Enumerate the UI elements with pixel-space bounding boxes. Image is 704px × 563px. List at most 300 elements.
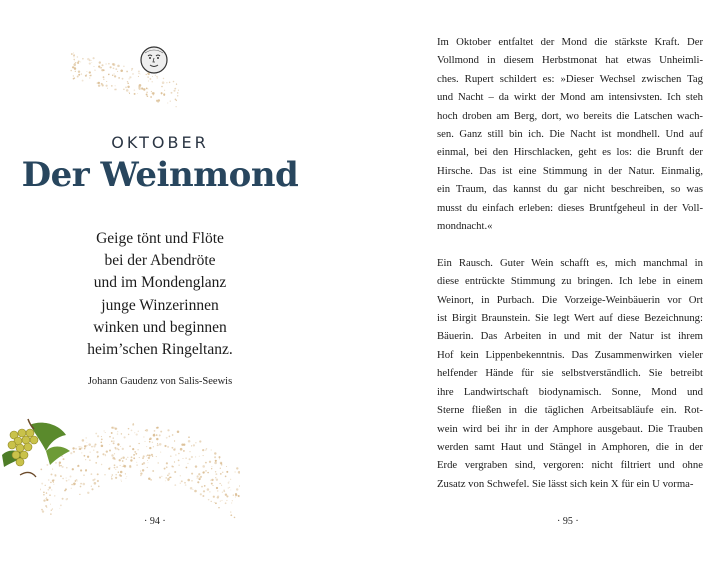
dust-speck	[115, 68, 117, 70]
dust-speck	[122, 456, 124, 458]
dust-speck	[204, 485, 206, 487]
text-line: ihre Landwirtschaft biodynamisch. Sonne, Mond und	[437, 385, 703, 398]
dust-speck	[132, 424, 134, 426]
dust-speck	[50, 513, 51, 514]
dust-speck	[225, 476, 227, 478]
dust-speck	[136, 434, 138, 436]
dust-speck	[72, 447, 74, 449]
dust-speck	[149, 78, 151, 80]
dust-speck	[97, 473, 99, 475]
dust-speck	[164, 90, 165, 91]
dust-speck	[163, 78, 164, 79]
dust-speck	[80, 61, 81, 62]
dust-speck	[142, 469, 144, 471]
dust-speck	[120, 465, 121, 466]
dust-speck	[73, 75, 74, 76]
moon-face-icon	[139, 45, 169, 75]
dust-speck	[121, 481, 122, 482]
dust-speck	[201, 486, 203, 488]
dust-speck	[148, 89, 149, 90]
dust-speck	[206, 448, 207, 449]
text-line: einmal, bei den Hirschlacken, geht es los: die Brunft der	[437, 146, 703, 159]
dust-speck	[156, 456, 157, 457]
dust-speck	[131, 456, 133, 458]
dust-speck	[94, 482, 97, 485]
dust-speck	[164, 468, 166, 470]
dust-speck	[114, 453, 115, 454]
dust-speck	[87, 58, 89, 60]
dust-speck	[111, 432, 113, 434]
dust-speck	[117, 433, 118, 434]
dust-speck	[82, 439, 85, 442]
dust-speck	[225, 502, 227, 504]
month-heading: OKTOBER	[111, 133, 209, 152]
dust-speck	[214, 456, 216, 458]
dust-speck	[97, 480, 99, 482]
dust-speck	[85, 469, 86, 470]
dust-speck	[46, 506, 47, 507]
dust-speck	[122, 460, 124, 462]
dust-speck	[161, 86, 163, 88]
poem-line: junge Winzerinnen	[101, 296, 219, 314]
dust-speck	[189, 458, 191, 460]
text-line: Hirsche. Das ist eine Stimmung in der Natur. Einmalig,	[437, 164, 703, 177]
dust-speck	[134, 93, 136, 95]
dust-speck	[147, 95, 149, 97]
poem	[40, 228, 280, 361]
dust-speck	[231, 502, 232, 503]
dust-speck	[126, 459, 127, 460]
dust-speck	[220, 462, 222, 464]
dust-speck	[115, 469, 116, 470]
dust-speck	[192, 489, 193, 490]
dust-speck	[109, 449, 111, 451]
dust-speck	[94, 443, 96, 445]
poem-line: heim’schen Ringeltanz.	[87, 341, 233, 359]
dust-speck	[150, 96, 152, 98]
text-line: Im Oktober entfaltet der Mond die stärkste Kraft. Der	[437, 36, 703, 48]
dust-speck	[214, 462, 217, 465]
dust-speck	[78, 60, 80, 62]
dust-speck	[85, 75, 87, 77]
dust-speck	[169, 82, 170, 83]
dust-speck	[112, 474, 114, 476]
dust-speck	[84, 448, 86, 450]
dust-speck	[147, 454, 149, 456]
dust-speck	[80, 486, 82, 488]
dust-speck	[178, 460, 180, 462]
dust-speck	[191, 480, 193, 482]
dust-speck	[71, 488, 72, 489]
dust-speck	[239, 485, 240, 487]
dust-speck	[85, 437, 87, 439]
dust-speck	[54, 495, 55, 496]
dust-speck	[107, 88, 108, 89]
dust-speck	[120, 479, 121, 480]
dust-speck	[175, 454, 176, 455]
dust-speck	[67, 498, 68, 499]
dust-speck	[43, 494, 45, 496]
dust-speck	[146, 91, 148, 93]
dust-speck	[146, 94, 148, 96]
dust-speck	[103, 79, 105, 81]
dust-speck	[111, 476, 112, 477]
dust-speck	[131, 70, 132, 71]
dust-speck	[133, 457, 135, 459]
dust-speck	[98, 66, 100, 68]
dust-speck	[211, 449, 212, 450]
dust-speck	[193, 444, 195, 446]
dust-speck	[86, 74, 87, 75]
dust-speck	[181, 480, 183, 482]
dust-speck	[151, 454, 153, 456]
dust-speck	[59, 508, 60, 509]
dust-speck	[75, 480, 77, 482]
dust-speck	[105, 63, 106, 64]
dust-speck	[234, 517, 236, 519]
dust-speck	[170, 455, 172, 457]
text-line: Bäuerin. Das Arbeiten in und mit der Natur ist ihrem	[437, 330, 703, 343]
text-line: Weinort, in Purbach. Die Vorzeige-Weinbäuerin vor Ort	[437, 293, 703, 306]
dust-speck	[147, 76, 148, 77]
dust-speck	[172, 466, 173, 467]
dust-speck	[234, 471, 235, 472]
dust-speck	[118, 77, 120, 79]
text-line: und Nacht – da wirkt der Mond am intensivsten. Ich steh	[437, 91, 703, 104]
dust-speck	[83, 474, 84, 475]
dust-speck	[228, 487, 229, 488]
poem-line: und im Mondenglanz	[93, 274, 227, 292]
dust-speck	[205, 450, 206, 451]
dust-speck	[113, 442, 115, 444]
dust-speck	[153, 446, 154, 447]
dust-speck	[120, 475, 122, 477]
dust-speck	[146, 429, 149, 432]
dust-speck	[74, 67, 76, 69]
dust-speck	[114, 467, 116, 469]
dust-speck	[111, 454, 113, 456]
dust-speck	[141, 87, 143, 89]
text-line: musst du einfach erleben: dieses Bruntfgeheul in der Voll-	[437, 201, 703, 214]
dust-speck	[157, 76, 158, 77]
dust-speck	[215, 502, 217, 504]
dust-speck	[191, 473, 193, 475]
dust-speck	[145, 441, 146, 442]
dust-speck	[178, 453, 180, 455]
dust-speck	[238, 495, 240, 497]
dust-speck	[209, 461, 211, 463]
dust-speck	[219, 458, 220, 459]
dust-speck	[105, 454, 106, 455]
dust-speck	[215, 471, 216, 472]
dust-speck	[154, 430, 156, 432]
dust-speck	[98, 82, 100, 84]
dust-speck	[168, 473, 170, 475]
dust-speck	[143, 462, 145, 464]
dust-speck	[71, 53, 73, 55]
dust-speck	[161, 94, 162, 95]
dust-speck	[211, 466, 212, 467]
dust-speck	[97, 435, 99, 437]
dust-speck	[156, 100, 158, 102]
dust-speck	[93, 450, 94, 451]
dust-speck	[236, 488, 238, 490]
dust-speck	[166, 466, 168, 468]
text-line: Vollmond in diesem Herbstmonat hat etwas Unheimli-	[437, 54, 703, 67]
dust-speck	[197, 481, 199, 483]
dust-speck	[183, 450, 185, 452]
dust-speck	[78, 70, 80, 72]
dust-speck	[117, 431, 118, 432]
dust-speck	[149, 447, 151, 449]
dust-speck	[197, 475, 199, 477]
right-page	[352, 0, 704, 563]
dust-speck	[228, 482, 230, 484]
dust-speck	[138, 431, 139, 432]
dust-speck	[108, 63, 110, 65]
dust-speck	[91, 486, 92, 487]
dust-speck	[117, 443, 119, 445]
dust-speck	[186, 467, 188, 469]
dust-speck	[177, 92, 179, 94]
dust-speck	[104, 474, 105, 475]
dust-speck	[167, 446, 169, 448]
dust-speck	[60, 505, 62, 507]
dust-speck	[79, 448, 81, 450]
dust-speck	[149, 441, 151, 443]
dust-speck	[176, 83, 177, 84]
dust-speck	[207, 488, 210, 491]
dust-speck	[226, 466, 227, 467]
dust-speck	[115, 474, 117, 476]
dust-speck	[183, 443, 185, 445]
dust-speck	[190, 487, 193, 490]
dust-speck	[78, 465, 79, 466]
dust-speck	[185, 457, 187, 459]
dust-speck	[125, 478, 126, 479]
dust-speck	[173, 81, 175, 83]
dust-speck	[98, 486, 100, 488]
dust-speck	[169, 436, 171, 438]
dust-speck	[80, 446, 81, 447]
dust-speck	[114, 73, 115, 74]
dust-speck	[159, 443, 162, 446]
dust-speck	[101, 64, 103, 66]
dust-speck	[100, 441, 102, 443]
dust-speck	[199, 456, 200, 457]
dust-speck	[171, 447, 173, 449]
dust-speck	[217, 495, 219, 497]
dust-speck	[163, 95, 164, 96]
dust-speck	[208, 499, 210, 501]
dust-speck	[130, 459, 132, 461]
dust-speck	[226, 495, 228, 497]
dust-speck	[189, 451, 190, 452]
dust-speck	[117, 71, 118, 72]
dust-speck	[183, 458, 184, 459]
dust-speck	[101, 464, 102, 465]
paragraph-gap	[437, 235, 703, 253]
dust-speck	[112, 457, 115, 460]
dust-speck	[97, 456, 99, 458]
dust-speck	[123, 66, 125, 68]
dust-speck	[91, 60, 92, 61]
dust-speck	[211, 468, 212, 469]
dust-speck	[89, 71, 91, 73]
dust-speck	[95, 433, 97, 435]
dust-speck	[166, 82, 167, 83]
dust-speck	[112, 74, 114, 76]
poem-line: winken und beginnen	[93, 318, 227, 336]
dust-speck	[106, 85, 108, 87]
dust-speck	[143, 88, 145, 90]
dust-speck	[49, 494, 51, 496]
dust-speck	[198, 473, 200, 475]
dust-speck	[146, 455, 147, 456]
dust-speck	[136, 462, 137, 463]
dust-speck	[230, 514, 232, 516]
dust-speck	[113, 440, 115, 442]
dust-speck	[99, 61, 101, 63]
dust-speck	[210, 480, 211, 481]
dust-speck	[113, 67, 115, 69]
dust-speck	[191, 445, 192, 446]
dust-speck	[188, 463, 189, 464]
dust-speck	[214, 502, 215, 503]
dust-speck	[165, 477, 167, 479]
dust-speck	[198, 477, 201, 480]
dust-speck	[129, 78, 130, 79]
dust-speck	[133, 454, 135, 456]
dust-speck	[73, 52, 74, 53]
dust-speck	[205, 470, 207, 472]
dust-speck	[120, 446, 121, 447]
dust-speck	[115, 85, 116, 86]
dust-speck	[94, 66, 95, 67]
dust-speck	[78, 446, 80, 448]
dust-speck	[220, 500, 221, 501]
dust-speck	[165, 480, 166, 481]
dust-speck	[82, 58, 84, 60]
dust-speck	[128, 434, 130, 436]
dust-speck	[138, 443, 139, 444]
dust-speck	[215, 460, 217, 462]
dust-speck	[46, 497, 47, 498]
dust-speck	[140, 472, 142, 474]
dust-speck	[89, 77, 90, 78]
dust-speck	[72, 66, 74, 68]
dust-speck	[213, 496, 215, 498]
dust-speck	[218, 507, 219, 508]
text-line: sen. Ganz still bin ich. Die Nacht ist mondhell. Und auf	[437, 128, 703, 141]
dust-speck	[139, 457, 140, 458]
dust-speck	[216, 487, 218, 489]
dust-speck	[105, 432, 106, 433]
dust-speck	[161, 476, 162, 477]
dust-speck	[86, 442, 87, 443]
dust-speck	[220, 468, 221, 469]
dust-speck	[109, 444, 110, 445]
dust-speck	[101, 436, 102, 437]
dust-speck	[97, 457, 98, 458]
dust-speck	[138, 76, 139, 77]
dust-speck	[188, 436, 190, 438]
dust-speck	[52, 509, 53, 510]
page-number: · 94 ·	[144, 516, 166, 527]
dust-speck	[212, 485, 213, 486]
text-line: ein Traum, das kannst du gar nicht beschreiben, so was	[437, 183, 703, 196]
dust-speck	[195, 442, 196, 443]
dust-speck	[176, 106, 177, 107]
dust-speck	[211, 483, 213, 485]
dust-speck	[158, 462, 159, 463]
dust-speck	[101, 439, 103, 441]
dust-speck	[79, 494, 80, 495]
body-text	[437, 33, 703, 493]
dust-speck	[119, 459, 121, 461]
dust-speck	[77, 62, 79, 64]
dust-speck	[90, 74, 92, 76]
dust-speck	[152, 456, 153, 457]
dust-speck	[195, 465, 197, 467]
dust-speck	[81, 447, 82, 448]
dust-speck	[211, 479, 213, 481]
dust-speck	[91, 446, 93, 448]
dust-speck	[50, 504, 51, 505]
dust-speck	[90, 452, 91, 453]
dust-speck	[111, 85, 113, 87]
dust-speck	[75, 448, 77, 450]
dust-speck	[78, 74, 80, 76]
dust-speck	[98, 84, 100, 86]
dust-speck	[106, 450, 108, 452]
dust-speck	[222, 472, 223, 473]
dust-speck	[124, 436, 126, 438]
dust-speck	[134, 451, 136, 453]
dust-speck	[178, 90, 179, 91]
dust-speck	[226, 471, 228, 473]
dust-speck	[125, 87, 127, 89]
dust-speck	[73, 451, 75, 453]
dust-speck	[230, 479, 231, 480]
dust-speck	[117, 65, 120, 68]
text-line: wein wird bei ihr in der Amphore ausgebaut. Die Trauben	[437, 422, 703, 435]
dust-speck	[178, 464, 180, 466]
dust-speck	[106, 81, 107, 82]
dust-speck	[153, 434, 156, 437]
dust-speck	[140, 471, 141, 472]
text-line: ches. Rupert schildert es: »Dieser Wechsel zwischen Tag	[437, 72, 703, 85]
text-line: hoch droben am Berg, dort, wo bereits die Latschen wach-	[437, 109, 703, 122]
dust-speck	[166, 437, 168, 439]
dust-speck	[131, 430, 133, 432]
dust-speck	[143, 455, 145, 457]
dust-speck	[121, 458, 123, 460]
dust-speck	[129, 445, 131, 447]
dust-speck	[93, 57, 95, 59]
dust-speck	[149, 454, 151, 456]
dust-speck	[132, 73, 133, 74]
dust-speck	[177, 95, 179, 97]
dust-speck	[142, 457, 144, 459]
dust-speck	[221, 500, 222, 501]
dust-speck	[238, 471, 240, 474]
dust-speck	[131, 68, 133, 70]
dust-speck	[122, 78, 124, 80]
dust-speck	[195, 456, 196, 457]
text-line: Zusatz von Schwefel. Sie lässt sich kein X für ein U vorma-	[437, 477, 694, 490]
dust-speck	[125, 473, 126, 474]
